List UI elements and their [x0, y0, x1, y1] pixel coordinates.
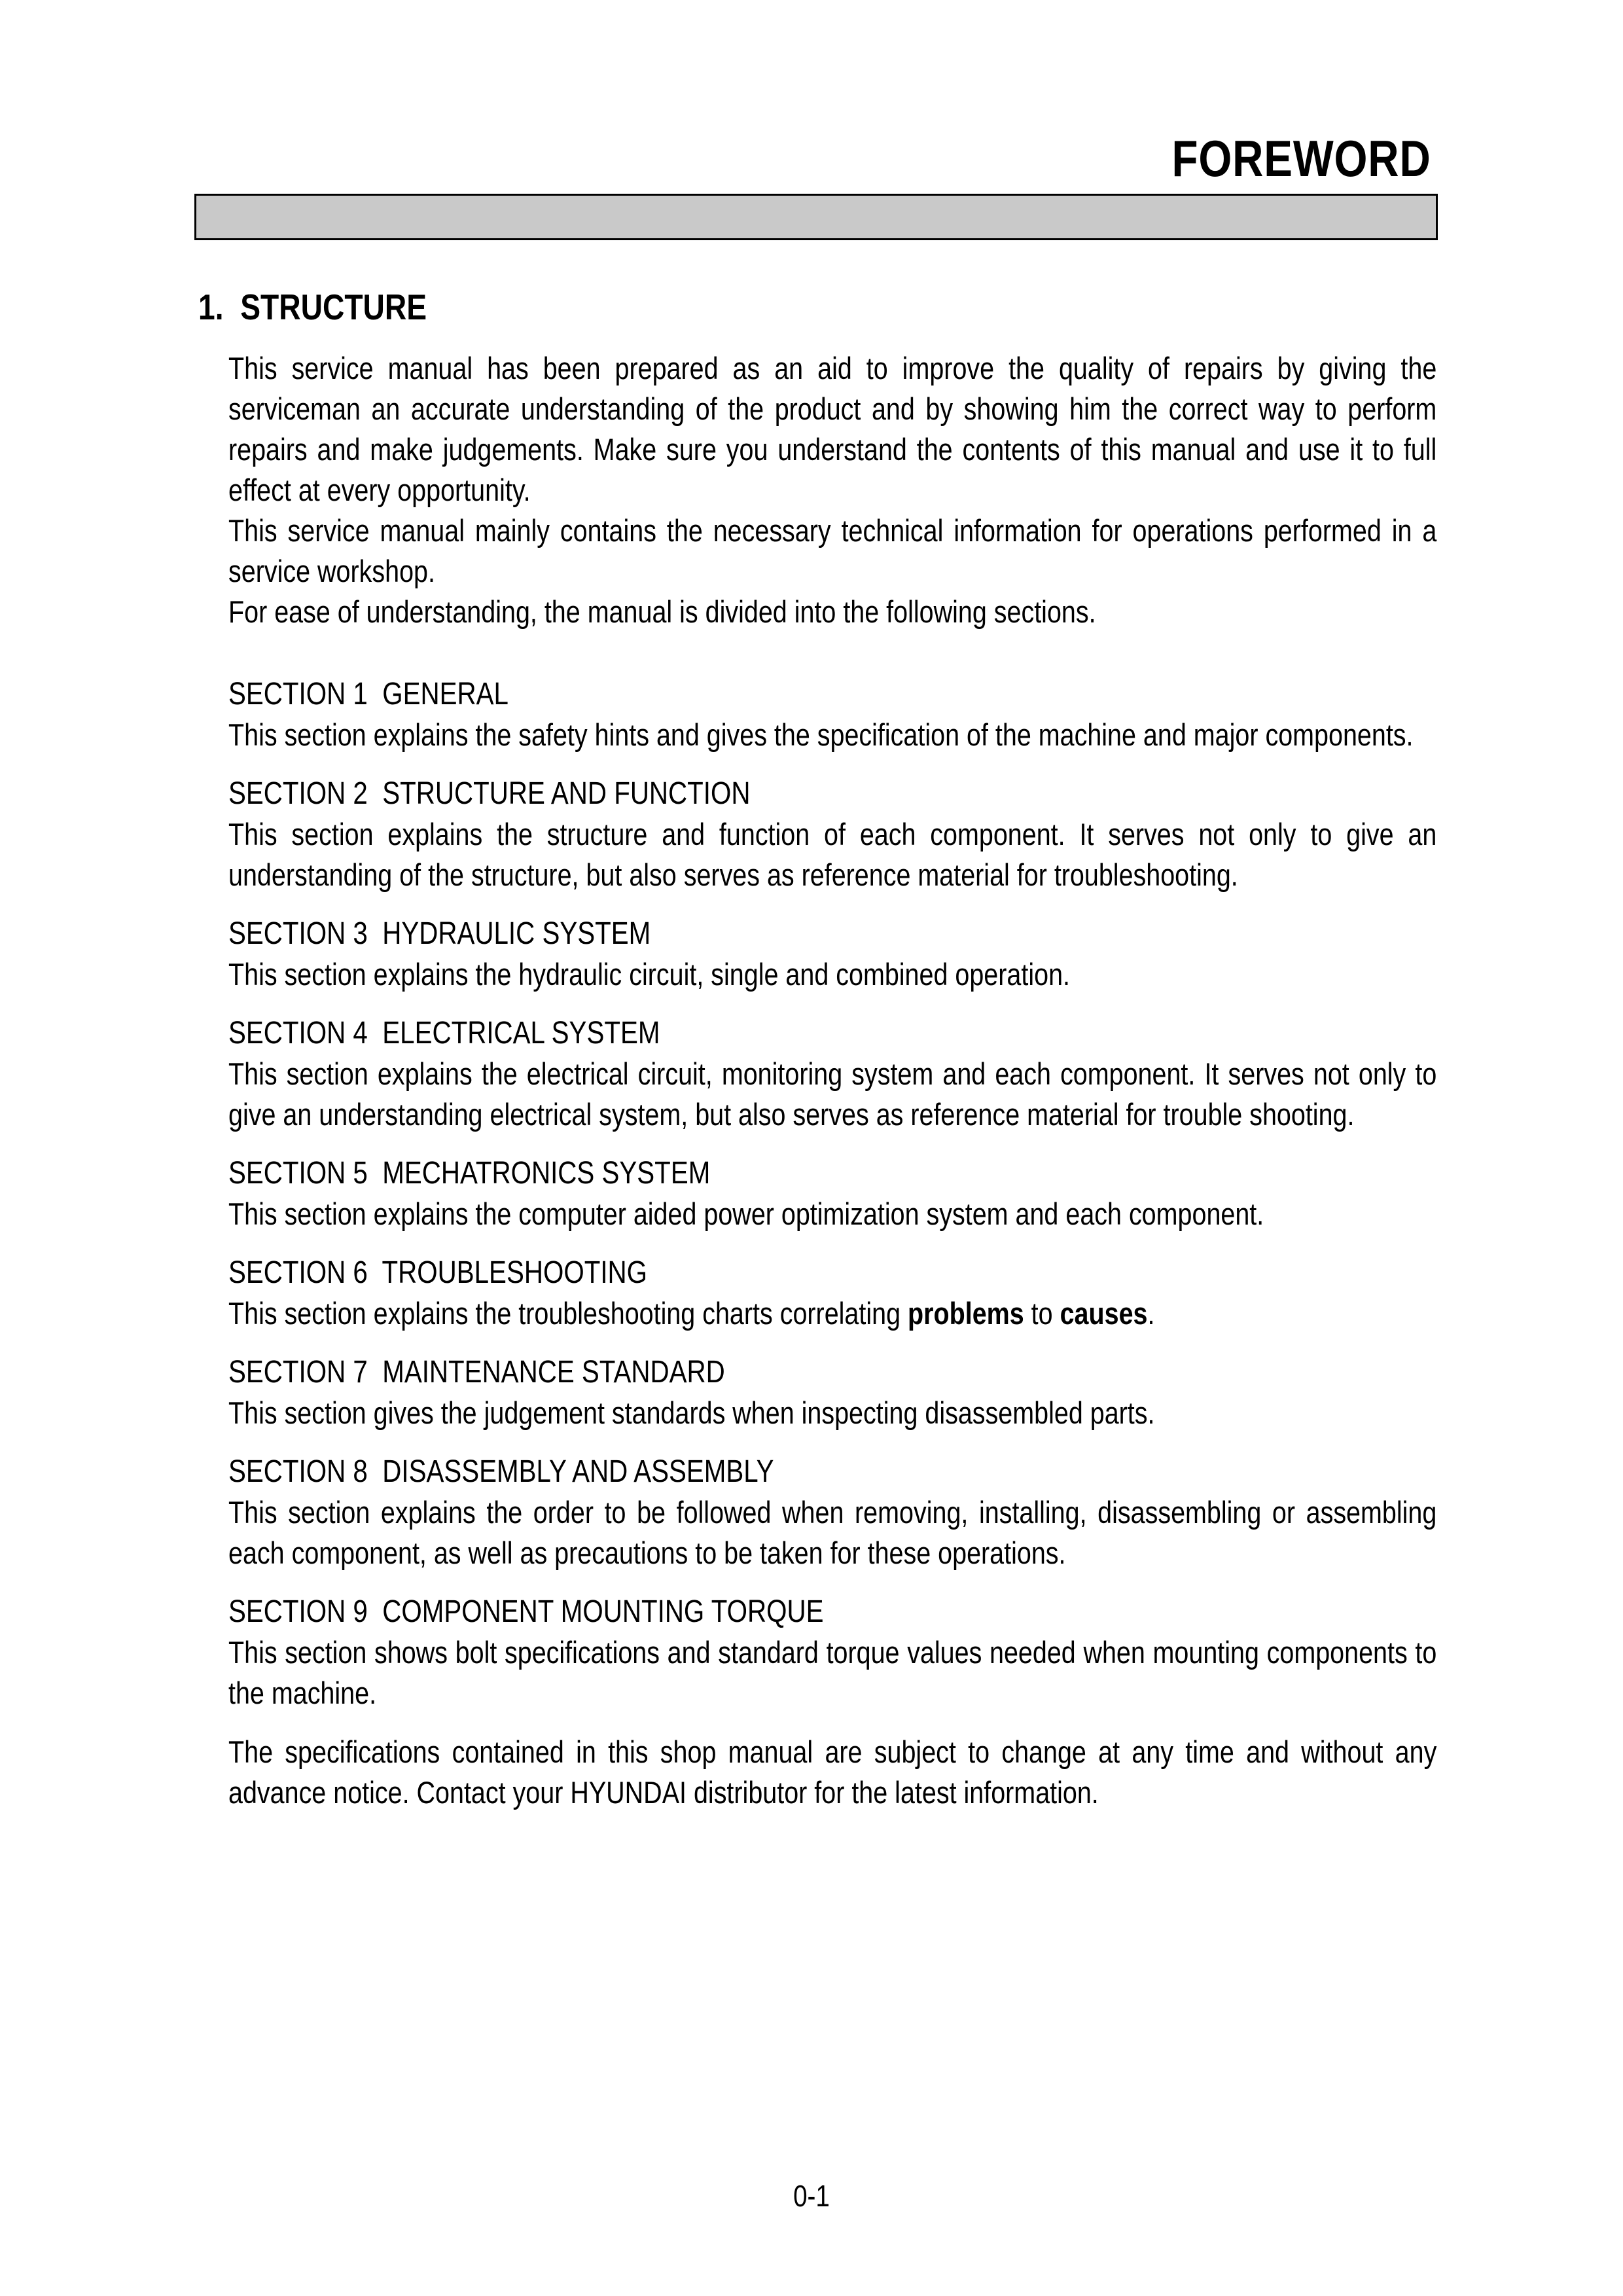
- body-text: This section explains the troubleshooting charts correlating: [228, 1296, 908, 1331]
- body-text: This section gives the judgement standards when inspecting disassembled parts.: [228, 1395, 1155, 1430]
- section-body: [228, 1293, 1436, 1334]
- section-block: [228, 1592, 1436, 1713]
- body-text: This section explains the hydraulic circuit, single and combined operation.: [228, 957, 1071, 992]
- section-block: [228, 1013, 1436, 1135]
- section-title: SECTION 9 COMPONENT MOUNTING TORQUE: [228, 1594, 824, 1629]
- section-title: SECTION 4 ELECTRICAL SYSTEM: [228, 1016, 660, 1050]
- page-number: 0-1: [793, 2179, 830, 2213]
- section-title: SECTION 7 MAINTENANCE STANDARD: [228, 1355, 725, 1390]
- section-title: SECTION 1 GENERAL: [228, 677, 508, 711]
- section-list: [228, 674, 1436, 1713]
- section-title: SECTION 2 STRUCTURE AND FUNCTION: [228, 776, 751, 811]
- page-title: FOREWORD: [1171, 130, 1431, 187]
- section-title: SECTION 3 HYDRAULIC SYSTEM: [228, 916, 651, 951]
- body-text: .: [1147, 1296, 1155, 1331]
- bold-text: causes: [1060, 1296, 1148, 1331]
- section-block: [228, 674, 1436, 755]
- body-text: This section explains the structure and function of each component. It serves not only to give an understanding of the structure, but also serves as reference material for troubleshooting.: [228, 817, 1437, 892]
- body-text: to: [1024, 1296, 1060, 1331]
- structure-heading: 1. STRUCTURE: [198, 287, 427, 327]
- section-body: [228, 954, 1436, 995]
- section-body: [228, 1054, 1436, 1135]
- closing-paragraph: The specifications contained in this shop manual are subject to change at any time and without any advance notice. Contact your HYUNDAI distributor for the latest information.: [228, 1734, 1437, 1810]
- section-title: SECTION 6 TROUBLESHOOTING: [228, 1255, 648, 1290]
- intro-paragraph: For ease of understanding, the manual is divided into the following sections.: [228, 594, 1096, 629]
- section-block: [228, 914, 1436, 995]
- body-text: This section explains the electrical circuit, monitoring system and each component. It serves not only to give an understanding electrical system, but also serves as reference material for trouble shooting.: [228, 1056, 1437, 1132]
- section-title: SECTION 8 DISASSEMBLY AND ASSEMBLY: [228, 1454, 774, 1489]
- section-block: [228, 1153, 1436, 1234]
- body-text: This section explains the safety hints and gives the specification of the machine and major components.: [228, 717, 1414, 752]
- bold-text: problems: [908, 1296, 1024, 1331]
- section-block: [228, 1352, 1436, 1433]
- section-body: [228, 715, 1436, 755]
- section-body: [228, 1194, 1436, 1234]
- section-body: [228, 1393, 1436, 1433]
- section-body: [228, 814, 1436, 895]
- section-body: [228, 1632, 1436, 1713]
- body-text: This section shows bolt specifications and standard torque values needed when mounting components to the machine.: [228, 1635, 1437, 1710]
- body-text: This section explains the order to be followed when removing, installing, disassembling or assembling each component, as well as precautions to be taken for these operations.: [228, 1495, 1437, 1570]
- title-underline-bar: [194, 194, 1438, 240]
- body-content: [228, 348, 1436, 1813]
- intro-paragraph: This service manual has been prepared as an aid to improve the quality of repairs by giving the serviceman an accurate understanding of the product and by showing him the correct way to perform repairs and make judgements. Make sure you understand the contents of this manual and use it to full effect at every opportunity.: [228, 351, 1437, 507]
- intro-paragraph: This service manual mainly contains the necessary technical information for operations performed in a service workshop.: [228, 513, 1437, 588]
- section-body: [228, 1492, 1436, 1573]
- intro-paragraphs: [228, 348, 1436, 632]
- body-text: This section explains the computer aided power optimization system and each component.: [228, 1196, 1264, 1231]
- section-title: SECTION 5 MECHATRONICS SYSTEM: [228, 1156, 711, 1191]
- section-block: [228, 774, 1436, 895]
- section-block: [228, 1253, 1436, 1334]
- section-block: [228, 1452, 1436, 1573]
